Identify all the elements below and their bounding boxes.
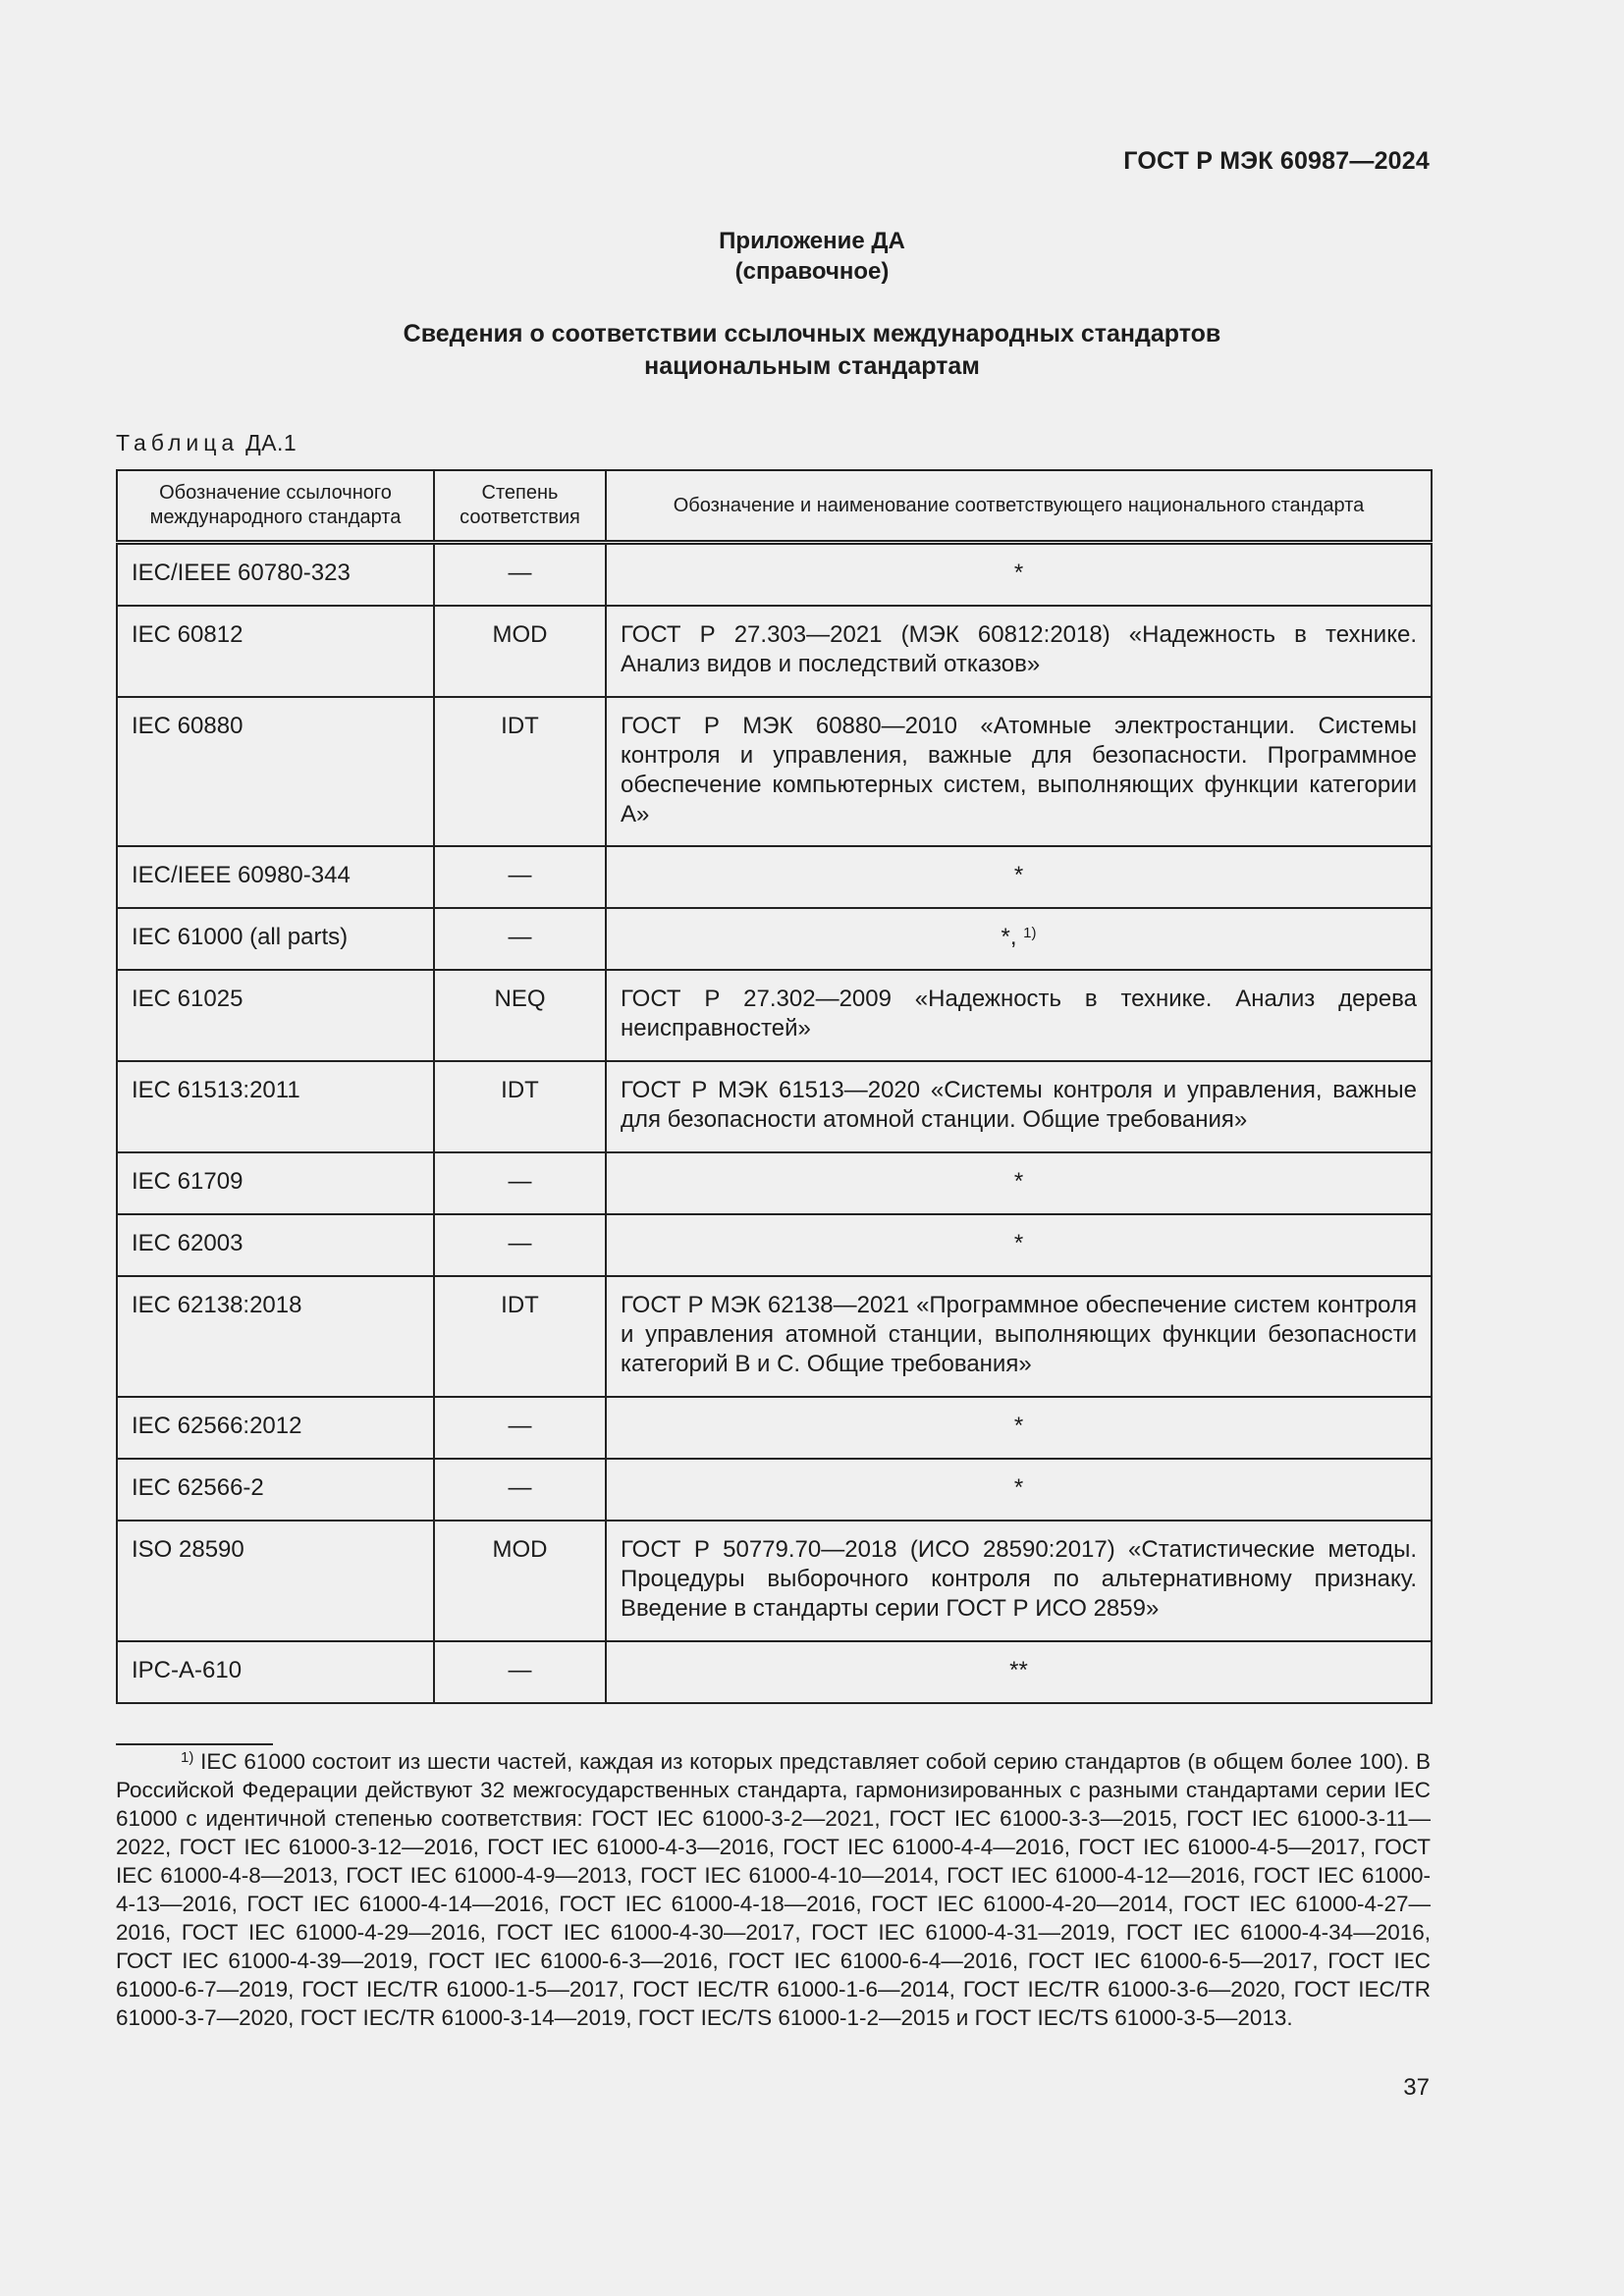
cell-national: ГОСТ Р МЭК 60880—2010 «Атомные электростанции. Системы контроля и управления, важные для безопасности. Программное обеспечение компьютерных систем, выполняющих функции категории А» bbox=[606, 697, 1432, 846]
cell-intl: IEC 61513:2011 bbox=[117, 1061, 434, 1152]
cell-degree: — bbox=[434, 543, 606, 607]
cell-intl: IEC 62566-2 bbox=[117, 1459, 434, 1521]
cell-national: ** bbox=[606, 1641, 1432, 1703]
table-row bbox=[117, 846, 1432, 908]
cell-degree: — bbox=[434, 846, 606, 908]
cell-intl: IEC 61709 bbox=[117, 1152, 434, 1214]
table-row bbox=[117, 697, 1432, 846]
table-caption-prefix: Таблица bbox=[116, 430, 240, 455]
table-row bbox=[117, 1521, 1432, 1641]
table-row bbox=[117, 1641, 1432, 1703]
cell-intl: IEC 60812 bbox=[117, 606, 434, 697]
cell-degree: — bbox=[434, 1641, 606, 1703]
document-code: ГОСТ Р МЭК 60987—2024 bbox=[1123, 147, 1430, 175]
footnote-marker: 1) bbox=[181, 1749, 194, 1766]
cell-degree: — bbox=[434, 1459, 606, 1521]
table-row bbox=[117, 1214, 1432, 1276]
footnote bbox=[116, 1747, 1431, 2032]
cell-intl: IEC 61000 (all parts) bbox=[117, 908, 434, 970]
cell-national: ГОСТ Р 27.302—2009 «Надежность в технике. Анализ дерева неисправностей» bbox=[606, 970, 1432, 1061]
table-header-row bbox=[117, 470, 1432, 543]
cell-degree: — bbox=[434, 1397, 606, 1459]
cell-intl: IEC 62566:2012 bbox=[117, 1397, 434, 1459]
appendix-title: Приложение ДА bbox=[719, 228, 905, 254]
footnote-paragraph bbox=[116, 1747, 1431, 2032]
appendix-subtitle: (справочное) bbox=[734, 258, 890, 285]
cell-intl: ISO 28590 bbox=[117, 1521, 434, 1641]
cell-national-mark: *, bbox=[1001, 924, 1017, 950]
cell-degree: NEQ bbox=[434, 970, 606, 1061]
cell-intl: IEC 60880 bbox=[117, 697, 434, 846]
footnote-ref-marker: 1) bbox=[1023, 925, 1037, 941]
cell-degree: IDT bbox=[434, 1276, 606, 1397]
table-row bbox=[117, 606, 1432, 697]
cell-degree: MOD bbox=[434, 1521, 606, 1641]
table-row bbox=[117, 1061, 1432, 1152]
cell-national: * bbox=[606, 846, 1432, 908]
header-intl-standard: Обозначение ссылочного международного стандарта bbox=[117, 470, 434, 543]
references-table bbox=[116, 469, 1433, 1704]
section-title bbox=[0, 318, 1624, 383]
cell-national: ГОСТ Р 50779.70—2018 (ИСО 28590:2017) «Статистические методы. Процедуры выборочного контроля по альтернативному признаку. Введение в стандарты серии ГОСТ Р ИСО 2859» bbox=[606, 1521, 1432, 1641]
cell-degree: — bbox=[434, 908, 606, 970]
cell-degree: — bbox=[434, 1152, 606, 1214]
page-number: 37 bbox=[1403, 2074, 1430, 2101]
cell-national: * bbox=[606, 1152, 1432, 1214]
cell-national: * bbox=[606, 1397, 1432, 1459]
table-row bbox=[117, 543, 1432, 607]
header-degree: Степень соответствия bbox=[434, 470, 606, 543]
cell-degree: IDT bbox=[434, 1061, 606, 1152]
cell-intl: IEC 62138:2018 bbox=[117, 1276, 434, 1397]
table-row bbox=[117, 1276, 1432, 1397]
cell-intl: IEC/IEEE 60980-344 bbox=[117, 846, 434, 908]
cell-national: ГОСТ Р МЭК 62138—2021 «Программное обеспечение систем контроля и управления атомной станции, выполняющих функции безопасности категорий В и С. Общие требования» bbox=[606, 1276, 1432, 1397]
footnote-text: IEC 61000 состоит из шести частей, каждая из которых представляет собой серию стандартов (в общем более 100). В Российской Федерации действуют 32 межгосударственных стандарта, гармонизированных с разными стандартами серии IEC 61000 с идентичной степенью соответствия: ГОСТ IEC 61000-3-2—2021, ГОСТ IEC 61000-3-3—2015, ГОСТ IEC 61000-3-11—2022, ГОСТ IEC 61000-3-12—2016, ГОСТ IEC 61000-4-3—2016, ГОСТ IEC 61000-4-4—2016, ГОСТ IEC 61000-4-5—2017, ГОСТ IEC 61000-4-8—2013, ГОСТ IEC 61000-4-9—2013, ГОСТ IEC 61000-4-10—2014, ГОСТ IEC 61000-4-12—2016, ГОСТ IEC 61000-4-13—2016, ГОСТ IEC 61000-4-14—2016, ГОСТ IEC 61000-4-18—2016, ГОСТ IEC 61000-4-20—2014, ГОСТ IEC 61000-4-27—2016, ГОСТ IEC 61000-4-29—2016, ГОСТ IEC 61000-4-30—2017, ГОСТ IEC 61000-4-31—2019, ГОСТ IEC 61000-4-34—2016, ГОСТ IEC 61000-4-39—2019, ГОСТ IEC 61000-6-3—2016, ГОСТ IEC 61000-6-4—2016, ГОСТ IEC 61000-6-5—2017, ГОСТ IEC 61000-6-7—2019, ГОСТ IEC/TR 61000-1-5—2017, ГОСТ IEC/TR 61000-1-6—2014, ГОСТ IEC/TR 61000-3-6—2020, ГОСТ IEC/TR 61000-3-7—2020, ГОСТ IEC/TR 61000-3-14—2019, ГОСТ IEC/TS 61000-1-2—2015 и ГОСТ IEC/TS 61000-3-5—2013. bbox=[116, 1749, 1431, 2030]
appendix-heading bbox=[0, 226, 1624, 287]
section-title-line-2: национальным стандартам bbox=[644, 352, 980, 380]
table-row bbox=[117, 1152, 1432, 1214]
table-row bbox=[117, 1459, 1432, 1521]
table-row bbox=[117, 908, 1432, 970]
table-caption bbox=[116, 430, 297, 456]
table-row bbox=[117, 1397, 1432, 1459]
table-caption-id: ДА.1 bbox=[245, 430, 298, 455]
section-title-line-1: Сведения о соответствии ссылочных международных стандартов bbox=[403, 320, 1221, 347]
cell-degree: — bbox=[434, 1214, 606, 1276]
cell-intl: IEC 61025 bbox=[117, 970, 434, 1061]
header-national-standard: Обозначение и наименование соответствующего национального стандарта bbox=[606, 470, 1432, 543]
cell-national: ГОСТ Р МЭК 61513—2020 «Системы контроля и управления, важные для безопасности атомной станции. Общие требования» bbox=[606, 1061, 1432, 1152]
table-row bbox=[117, 970, 1432, 1061]
cell-intl: IPC-A-610 bbox=[117, 1641, 434, 1703]
cell-degree: IDT bbox=[434, 697, 606, 846]
cell-national: * bbox=[606, 1459, 1432, 1521]
cell-national: * bbox=[606, 543, 1432, 607]
cell-national: * bbox=[606, 1214, 1432, 1276]
cell-national: ГОСТ Р 27.303—2021 (МЭК 60812:2018) «Надежность в технике. Анализ видов и последствий отказов» bbox=[606, 606, 1432, 697]
cell-intl: IEC/IEEE 60780-323 bbox=[117, 543, 434, 607]
cell-intl: IEC 62003 bbox=[117, 1214, 434, 1276]
cell-national bbox=[606, 908, 1432, 970]
cell-degree: MOD bbox=[434, 606, 606, 697]
footnote-separator bbox=[116, 1743, 273, 1745]
